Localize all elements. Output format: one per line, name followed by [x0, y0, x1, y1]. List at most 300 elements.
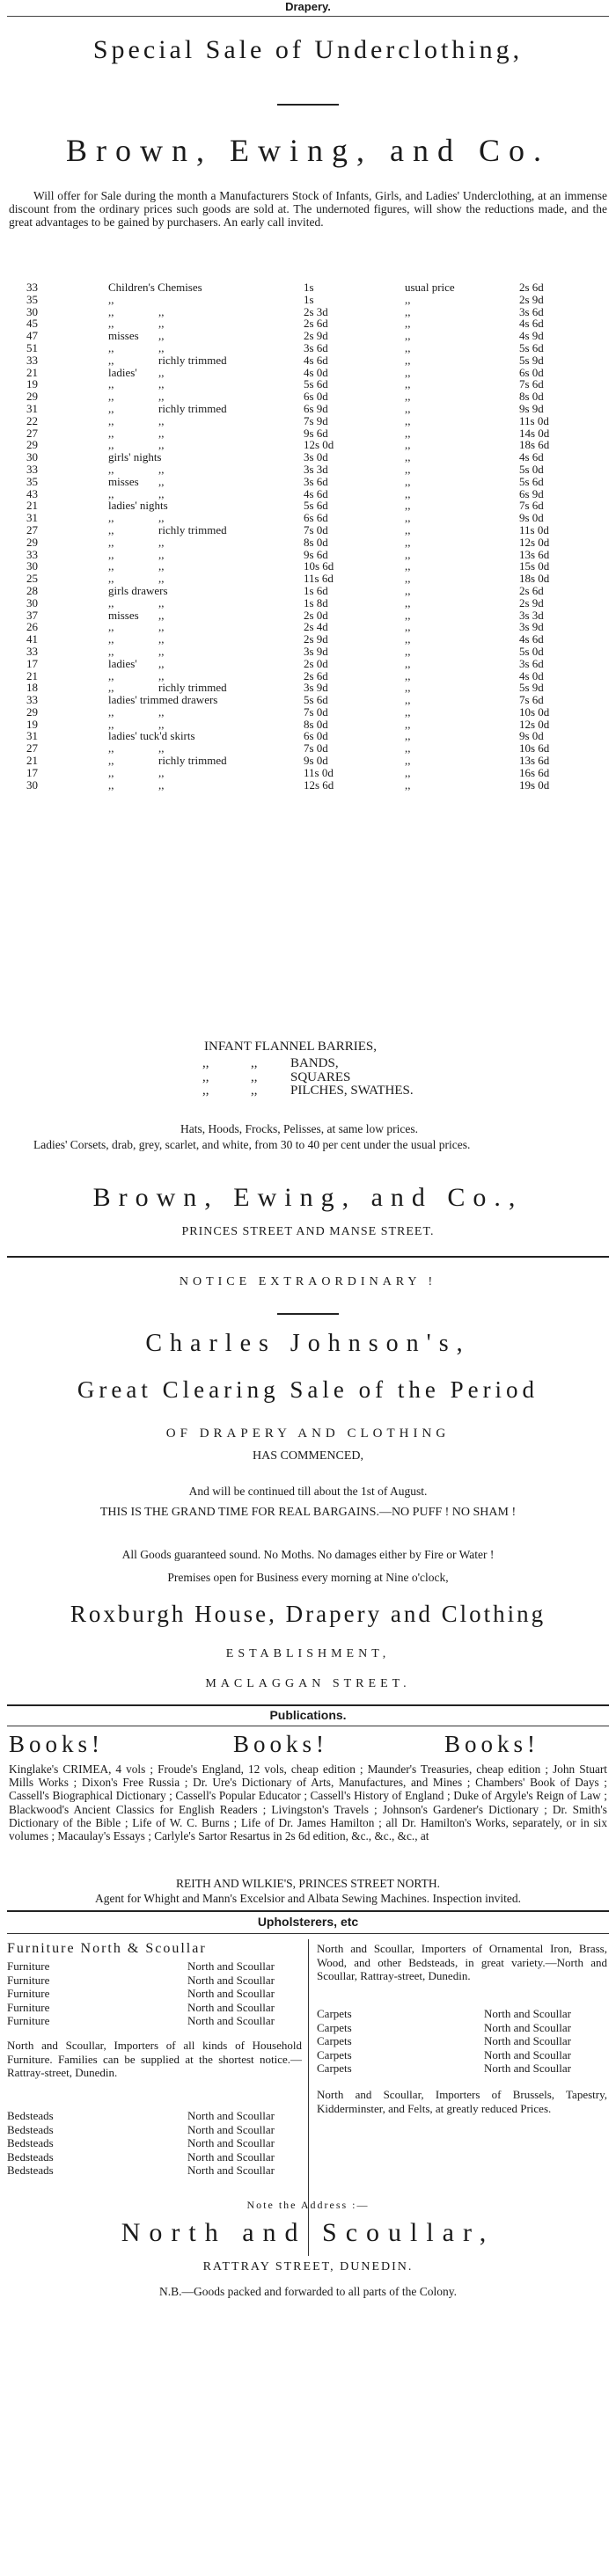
cell-qty: 41 — [26, 632, 38, 646]
table-row — [26, 524, 598, 536]
flannel-c: PILCHES, SWATHES. — [290, 1084, 414, 1098]
cell-qty: 33 — [26, 281, 38, 294]
table-row — [26, 330, 598, 342]
cell-qty: 21 — [26, 668, 38, 682]
cell-usual: ,, — [405, 765, 411, 779]
cell-item: ,, — [108, 559, 114, 573]
table-row — [26, 646, 598, 658]
cell-price: 2s 0d — [304, 608, 328, 622]
cell-usual-price: 5s 6d — [519, 474, 544, 488]
cell-item: ,, — [108, 438, 114, 452]
cell-price: 1s 6d — [304, 583, 328, 597]
cell-usual-price: 7s 6d — [519, 499, 544, 513]
cell-desc: richly trimmed — [158, 401, 227, 415]
section-rule — [7, 1256, 609, 1258]
list-item-label: Bedsteads — [7, 2109, 54, 2122]
cell-item: ,, — [108, 777, 114, 792]
section-rule — [7, 1910, 609, 1912]
premises-line: Premises open for Business every morning at Nine o'clock, — [167, 1571, 449, 1584]
table-row — [26, 597, 598, 609]
list-item-label: Carpets — [317, 2062, 352, 2075]
furniture-head: Furniture North & Scoullar — [7, 1941, 207, 1956]
cell-item: ,, — [108, 304, 114, 318]
cell-price: 8s 0d — [304, 717, 328, 731]
list-item — [7, 2123, 302, 2137]
cell-usual: ,, — [405, 426, 411, 440]
cell-usual-price: 5s 9d — [519, 681, 544, 695]
cell-desc: ,, — [158, 365, 165, 379]
cell-item: ,, — [108, 511, 114, 525]
list-item — [317, 2062, 607, 2076]
list-item-label: Carpets — [317, 2034, 352, 2047]
list-item-seller: North and Scoullar — [187, 2000, 275, 2014]
flannel-a: ,, — [202, 1056, 209, 1070]
list-item — [7, 2001, 302, 2015]
cell-usual-price: 5s 0d — [519, 644, 544, 658]
hats-line: Hats, Hoods, Frocks, Pelisses, at same low prices. — [180, 1122, 418, 1135]
cell-desc: ,, — [158, 668, 165, 682]
flannel-c: BANDS, — [290, 1056, 339, 1070]
cell-usual: ,, — [405, 620, 411, 634]
cell-usual-price: 11s 0d — [519, 522, 549, 536]
table-row — [26, 390, 598, 403]
cell-desc: ,, — [158, 741, 165, 755]
list-item-label: Furniture — [7, 1959, 50, 1973]
list-item-seller: North and Scoullar — [187, 1959, 275, 1973]
table-row — [26, 342, 598, 354]
cell-desc: richly trimmed — [158, 754, 227, 768]
flannel-b: ,, — [251, 1084, 258, 1098]
cell-usual: ,, — [405, 329, 411, 343]
cell-item: Children's Chemises — [108, 281, 202, 294]
cell-item: ,, — [108, 765, 114, 779]
cell-usual: ,, — [405, 353, 411, 367]
note-address: Note the Address :— — [246, 2199, 370, 2211]
list-item-seller: North and Scoullar — [484, 2020, 571, 2034]
cell-desc: ,, — [158, 547, 165, 561]
cell-usual-price: 9s 0d — [519, 729, 544, 743]
table-row — [26, 488, 598, 500]
cell-qty: 33 — [26, 547, 38, 561]
cell-desc: ,, — [158, 765, 165, 779]
cell-item: ,, — [108, 620, 114, 634]
flannel-list — [202, 1057, 466, 1098]
cell-item: ,, — [108, 390, 114, 404]
cell-desc: ,, — [158, 559, 165, 573]
table-row — [26, 694, 598, 706]
cell-qty: 35 — [26, 292, 38, 306]
cell-usual: ,, — [405, 681, 411, 695]
cell-desc: ,, — [158, 329, 165, 343]
cell-usual-price: 18s 6d — [519, 438, 550, 452]
cell-usual-price: 4s 6d — [519, 317, 544, 331]
list-item — [7, 2014, 302, 2028]
list-item — [7, 2109, 302, 2123]
reith-wilkie: REITH AND WILKIE'S, PRINCES STREET NORTH. — [176, 1877, 440, 1890]
cell-usual-price: 3s 6d — [519, 656, 544, 670]
publications-category: Publications. — [269, 1708, 347, 1722]
cell-item: ,, — [108, 572, 114, 586]
list-item-seller: North and Scoullar — [484, 2062, 571, 2075]
table-row — [26, 317, 598, 330]
cell-usual: ,, — [405, 644, 411, 658]
cell-usual: ,, — [405, 401, 411, 415]
cell-usual-price: 8s 0d — [519, 390, 544, 404]
cell-desc: ,, — [158, 390, 165, 404]
cell-usual-price: 16s 6d — [519, 765, 550, 779]
continued-line: And will be continued till about the 1st of August. — [188, 1485, 428, 1498]
cell-price: 9s 0d — [304, 754, 328, 768]
cell-item: ,, — [108, 632, 114, 646]
cell-price: 1s — [304, 292, 314, 306]
table-row — [26, 367, 598, 379]
table-row — [26, 621, 598, 633]
table-row — [26, 294, 598, 306]
cell-desc: ,, — [158, 656, 165, 670]
cell-usual-price: 6s 9d — [519, 486, 544, 500]
cell-usual: ,, — [405, 668, 411, 682]
table-row — [26, 573, 598, 585]
cell-qty: 35 — [26, 474, 38, 488]
cell-price: 6s 9d — [304, 401, 328, 415]
cell-item: ladies' trimmed drawers — [108, 693, 218, 707]
cell-price: 6s 6d — [304, 511, 328, 525]
table-row — [26, 670, 598, 682]
cell-price: 2s 9d — [304, 329, 328, 343]
page-header: Drapery. — [285, 0, 331, 13]
cell-usual-price: 2s 6d — [519, 281, 544, 294]
cell-price: 2s 6d — [304, 668, 328, 682]
cell-qty: 22 — [26, 413, 38, 427]
list-item — [7, 1959, 302, 1974]
cell-desc: richly trimmed — [158, 353, 227, 367]
cell-qty: 18 — [26, 681, 38, 695]
cell-price: 7s 0d — [304, 704, 328, 719]
cell-usual-price: 10s 6d — [519, 741, 550, 755]
cell-qty: 30 — [26, 304, 38, 318]
cell-usual-price: 5s 6d — [519, 340, 544, 354]
cell-qty: 25 — [26, 572, 38, 586]
cell-desc: richly trimmed — [158, 681, 227, 695]
cell-usual-price: 4s 6d — [519, 632, 544, 646]
cell-usual: ,, — [405, 450, 411, 464]
cell-usual: ,, — [405, 522, 411, 536]
cell-desc: ,, — [158, 717, 165, 731]
cell-usual: ,, — [405, 777, 411, 792]
list-item — [7, 2164, 302, 2178]
cell-qty: 27 — [26, 426, 38, 440]
cell-desc: ,, — [158, 413, 165, 427]
list-item — [317, 2021, 607, 2035]
cell-item: ,, — [108, 401, 114, 415]
cell-qty: 43 — [26, 486, 38, 500]
cell-usual: ,, — [405, 365, 411, 379]
commenced-line: HAS COMMENCED, — [252, 1449, 363, 1463]
list-item-label: Furniture — [7, 1987, 50, 2000]
cell-item: ,, — [108, 353, 114, 367]
great-sale: Great Clearing Sale of the Period — [77, 1376, 539, 1403]
cell-desc: ,, — [158, 608, 165, 622]
cell-usual: ,, — [405, 390, 411, 404]
cell-item: ,, — [108, 413, 114, 427]
cell-price: 10s 6d — [304, 559, 334, 573]
cell-usual-price: 12s 0d — [519, 717, 550, 731]
cell-qty: 27 — [26, 522, 38, 536]
footer-nb: N.B.—Goods packed and forwarded to all parts of the Colony. — [158, 2285, 458, 2298]
cell-price: 1s — [304, 281, 314, 294]
cell-price: 12s 0d — [304, 438, 334, 452]
table-row — [26, 427, 598, 440]
cell-usual-price: 19s 0d — [519, 777, 550, 792]
cell-qty: 21 — [26, 754, 38, 768]
cell-price: 2s 3d — [304, 304, 328, 318]
cell-price: 3s 3d — [304, 462, 328, 476]
books-word: Books! — [444, 1731, 540, 1757]
list-item-label: Bedsteads — [7, 2149, 54, 2164]
flannel-b: ,, — [251, 1069, 258, 1084]
table-row — [26, 585, 598, 597]
cell-usual: ,, — [405, 693, 411, 707]
cell-usual-price: 10s 0d — [519, 704, 550, 719]
cell-price: 2s 9d — [304, 632, 328, 646]
intro-paragraph: Will offer for Sale during the month a Manufacturers Stock of Infants, Girls, and Ladies' Underclothing, at an immense discount from the ordinary prices such goods are sold at. The undernoted figures, will show the reductions made, and the great advantages to be gained by purchasers. An early call invited. — [9, 189, 607, 229]
cell-qty: 30 — [26, 595, 38, 609]
cell-usual: ,, — [405, 595, 411, 609]
cell-item: misses — [108, 474, 139, 488]
cell-price: 9s 6d — [304, 547, 328, 561]
bargains-line: THIS IS THE GRAND TIME FOR REAL BARGAINS.—NO PUFF ! NO SHAM ! — [99, 1506, 517, 1519]
table-row — [26, 500, 598, 512]
cell-price: 4s 6d — [304, 486, 328, 500]
cell-desc: ,, — [158, 340, 165, 354]
list-item-seller: North and Scoullar — [187, 2149, 275, 2164]
cell-usual: ,, — [405, 340, 411, 354]
cell-qty: 19 — [26, 377, 38, 391]
cell-usual-price: 18s 0d — [519, 572, 550, 586]
list-item — [202, 1057, 466, 1071]
cell-usual: ,, — [405, 559, 411, 573]
cell-item: misses — [108, 329, 139, 343]
cell-qty: 31 — [26, 729, 38, 743]
cell-qty: 28 — [26, 583, 38, 597]
signoff-firm: Brown, Ewing, and Co., — [92, 1183, 524, 1212]
cell-price: 7s 9d — [304, 413, 328, 427]
cell-price: 3s 9d — [304, 681, 328, 695]
cell-price: 5s 6d — [304, 499, 328, 513]
cell-price: 3s 9d — [304, 644, 328, 658]
list-item-label: Bedsteads — [7, 2136, 54, 2149]
signoff-address: PRINCES STREET AND MANSE STREET. — [181, 1225, 435, 1238]
cell-item: ,, — [108, 377, 114, 391]
cell-qty: 31 — [26, 401, 38, 415]
cell-price: 11s 0d — [304, 765, 334, 779]
corsets-line: Ladies' Corsets, drab, grey, scarlet, and white, from 30 to 40 per cent under the usual prices. — [33, 1138, 471, 1151]
cell-desc: ,, — [158, 572, 165, 586]
footer-street: RATTRAY STREET, DUNEDIN. — [202, 2260, 414, 2273]
roxburgh-house: Roxburgh House, Drapery and Clothing — [70, 1601, 546, 1627]
cell-item: ,, — [108, 668, 114, 682]
cell-qty: 21 — [26, 499, 38, 513]
list-item-label: Bedsteads — [7, 2122, 54, 2136]
list-item-seller: North and Scoullar — [187, 1973, 275, 1987]
table-row — [26, 439, 598, 451]
cell-qty: 29 — [26, 704, 38, 719]
cell-price: 1s 8d — [304, 595, 328, 609]
cell-usual: ,, — [405, 438, 411, 452]
list-item-label: Carpets — [317, 2020, 352, 2034]
table-row — [26, 354, 598, 367]
cell-qty: 30 — [26, 559, 38, 573]
divider — [277, 104, 339, 106]
table-row — [26, 609, 598, 622]
cell-price: 5s 6d — [304, 693, 328, 707]
bedsteads-list — [7, 2109, 302, 2178]
cell-qty: 33 — [26, 353, 38, 367]
cell-usual-price: 2s 9d — [519, 292, 544, 306]
cell-item: ,, — [108, 681, 114, 695]
table-row — [26, 658, 598, 670]
list-item — [202, 1071, 466, 1085]
cell-price: 4s 6d — [304, 353, 328, 367]
cell-qty: 26 — [26, 620, 38, 634]
table-row — [26, 779, 598, 792]
category-rule — [7, 1933, 609, 1934]
cell-qty: 30 — [26, 450, 38, 464]
cell-item: ,, — [108, 741, 114, 755]
footer-firm: North and Scoullar, — [121, 2218, 495, 2247]
list-item — [7, 2136, 302, 2150]
list-item — [7, 1987, 302, 2001]
cell-price: 5s 6d — [304, 377, 328, 391]
special-sale-heading: Special Sale of Underclothing, — [92, 35, 524, 64]
flannel-heading: INFANT FLANNEL BARRIES, — [204, 1040, 377, 1054]
cell-usual: ,, — [405, 304, 411, 318]
table-row — [26, 378, 598, 390]
cell-qty: 33 — [26, 644, 38, 658]
flannel-a: ,, — [202, 1084, 209, 1098]
flannel-a: ,, — [202, 1069, 209, 1084]
cell-qty: 33 — [26, 693, 38, 707]
cell-qty: 45 — [26, 317, 38, 331]
cell-usual-price: 5s 0d — [519, 462, 544, 476]
cell-qty: 17 — [26, 656, 38, 670]
cell-usual-price: 3s 6d — [519, 304, 544, 318]
list-item-label: Furniture — [7, 1973, 50, 1987]
table-row — [26, 742, 598, 755]
ornamental-ad: North and Scoullar, Importers of Ornamental Iron, Brass, Wood, and other Bedsteads, in great variety.—North and Scoullar, Rattray-street, Dunedin. — [317, 1942, 607, 1982]
list-item — [317, 2034, 607, 2048]
cell-usual: ,, — [405, 413, 411, 427]
cell-usual-price: 7s 6d — [519, 377, 544, 391]
books-banner — [0, 1731, 616, 1759]
cell-item: ladies' nights — [108, 499, 168, 513]
list-item-seller: North and Scoullar — [187, 2136, 275, 2149]
cell-usual-price: 9s 9d — [519, 401, 544, 415]
firm-name: Brown, Ewing, and Co. — [66, 133, 550, 168]
books-list: Kinglake's CRIMEA, 4 vols ; Froude's England, 12 vols, cheap edition ; Maunder's Treasuries, cheap edition ; John Stuart Mills Works ; Dixon's Free Russia ; Dr. Ure's Dictionary of Arts, Manufactures, and Mines ; Chambers' Book of Days ; Cassell's Biographical Dictionary ; Cassell's Popular Educator ; Cassell's History of England ; Duke of Argyle's Reign of Law ; Blackwood's Ancient Classics for English Readers ; Livingston's Travels ; Johnson's Gardener's Dictionary ; Dr. Smith's Dictionary of the Bible ; Life of W. C. Burns ; Life of Dr. James Hamilton ; all Dr. Hamilton's Works, separately, or in six volumes ; Macaulay's Essays ; Carlyle's Sartor Resartus in 2s 6d edition, &c., &c., &c., at — [9, 1762, 607, 1843]
table-row — [26, 512, 598, 524]
cell-qty: 29 — [26, 390, 38, 404]
cell-desc: ,, — [158, 777, 165, 792]
list-item-seller: North and Scoullar — [187, 2014, 275, 2027]
cell-price: 6s 0d — [304, 390, 328, 404]
cell-usual-price: 15s 0d — [519, 559, 550, 573]
cell-usual-price: 4s 6d — [519, 450, 544, 464]
price-table — [26, 281, 598, 791]
cell-price: 7s 0d — [304, 741, 328, 755]
cell-qty: 17 — [26, 765, 38, 779]
header-rule — [7, 16, 609, 17]
upholsterers-category: Upholsterers, etc — [257, 1915, 359, 1929]
cell-item: ,, — [108, 547, 114, 561]
drapery-line: OF DRAPERY AND CLOTHING — [165, 1427, 451, 1441]
list-item-seller: North and Scoullar — [484, 2007, 571, 2020]
cell-usual: usual price — [405, 281, 455, 294]
cell-usual-price: 14s 0d — [519, 426, 550, 440]
cell-price: 4s 0d — [304, 365, 328, 379]
cell-item: ladies' tuck'd skirts — [108, 729, 195, 743]
cell-desc: ,, — [158, 486, 165, 500]
cell-desc: ,, — [158, 620, 165, 634]
cell-usual: ,, — [405, 474, 411, 488]
cell-qty: 21 — [26, 365, 38, 379]
cell-item: ,, — [108, 644, 114, 658]
cell-usual: ,, — [405, 583, 411, 597]
cell-usual-price: 5s 9d — [519, 353, 544, 367]
cell-qty: 29 — [26, 535, 38, 549]
cell-price: 2s 0d — [304, 656, 328, 670]
table-row — [26, 463, 598, 476]
cell-usual-price: 4s 9d — [519, 329, 544, 343]
list-item-seller: North and Scoullar — [187, 2164, 275, 2177]
agent-line: Agent for Whight and Mann's Excelsior and Albata Sewing Machines. Inspection invited. — [95, 1892, 521, 1905]
cell-price: 7s 0d — [304, 522, 328, 536]
cell-price: 2s 6d — [304, 317, 328, 331]
cell-item: misses — [108, 608, 139, 622]
cell-item: ,, — [108, 535, 114, 549]
list-item-label: Carpets — [317, 2047, 352, 2062]
cell-usual-price: 13s 6d — [519, 754, 550, 768]
cell-qty: 37 — [26, 608, 38, 622]
cell-usual: ,, — [405, 754, 411, 768]
carpets-list — [317, 2007, 607, 2076]
cell-desc: ,, — [158, 535, 165, 549]
cell-usual: ,, — [405, 486, 411, 500]
cell-item: ,, — [108, 462, 114, 476]
cell-desc: ,, — [158, 377, 165, 391]
cell-desc: ,, — [158, 704, 165, 719]
cell-desc: ,, — [158, 474, 165, 488]
cell-usual: ,, — [405, 535, 411, 549]
table-row — [26, 306, 598, 318]
list-item — [202, 1084, 466, 1098]
cell-usual-price: 13s 6d — [519, 547, 550, 561]
cell-qty: 19 — [26, 717, 38, 731]
cell-price: 12s 6d — [304, 777, 334, 792]
cell-qty: 33 — [26, 462, 38, 476]
cell-item: ladies' — [108, 365, 137, 379]
cell-desc: ,, — [158, 632, 165, 646]
furniture-list — [7, 1959, 302, 2028]
books-word: Books! — [233, 1731, 329, 1757]
cell-item: ,, — [108, 522, 114, 536]
cell-qty: 51 — [26, 340, 38, 354]
list-item-seller: North and Scoullar — [484, 2047, 571, 2062]
cell-usual-price: 3s 9d — [519, 620, 544, 634]
cell-usual-price: 2s 9d — [519, 595, 544, 609]
cell-usual-price: 3s 3d — [519, 608, 544, 622]
cell-usual-price: 4s 0d — [519, 668, 544, 682]
